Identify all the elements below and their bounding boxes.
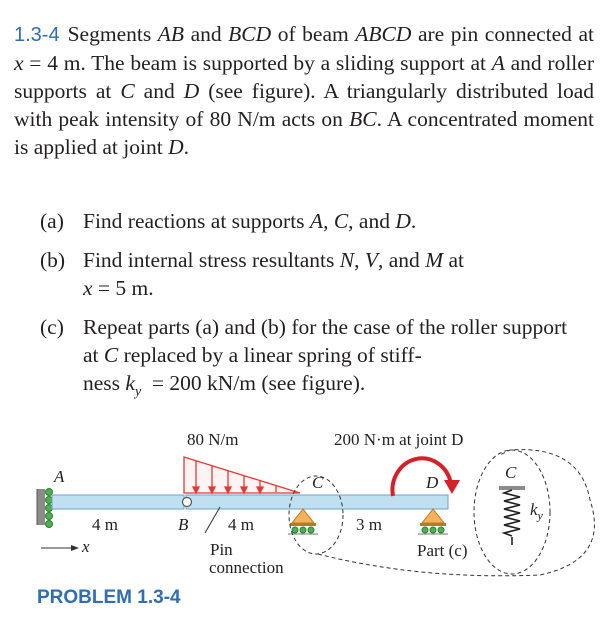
spring-support bbox=[499, 486, 525, 545]
load-label: 80 N/m bbox=[187, 430, 239, 449]
part-b-text: Find internal stress resultants N, V, and M at x = 5 m. bbox=[83, 248, 465, 300]
point-c-label: C bbox=[312, 473, 324, 492]
x-axis-label: x bbox=[82, 537, 90, 556]
roller-support-d bbox=[418, 509, 448, 534]
spring-k-label: $k_y$ bbox=[530, 500, 543, 523]
beam-bcd bbox=[186, 495, 448, 509]
point-d-label: D bbox=[426, 473, 439, 492]
dim-ab-label: 4 m bbox=[92, 515, 118, 534]
distributed-load bbox=[184, 457, 300, 493]
x-axis-arrow bbox=[41, 545, 79, 551]
dim-bc-label: 4 m bbox=[228, 515, 254, 534]
part-c-label: (c) bbox=[40, 315, 64, 339]
dim-cd-label: 3 m bbox=[356, 515, 382, 534]
figure-caption: PROBLEM 1.3-4 bbox=[37, 587, 181, 608]
pin-connection-b bbox=[183, 498, 192, 507]
beam-ab bbox=[52, 495, 184, 509]
point-a-label: A bbox=[54, 467, 65, 486]
point-b-label: B bbox=[178, 515, 189, 534]
part-a-text: Find reactions at supports A, C, and D. bbox=[83, 209, 417, 233]
part-c-text: Repeat parts (a) and (b) for the case of the roller support at C replaced by a linear spring of stiff- ness $k_y = 200$ kN/m (see figure). bbox=[83, 315, 568, 400]
roller-support-c bbox=[288, 509, 318, 534]
part-b-label: (b) bbox=[40, 248, 66, 272]
part-c-figure-label: Part (c) bbox=[417, 541, 468, 560]
sliding-support-a bbox=[37, 489, 53, 528]
connection-label: connection bbox=[209, 558, 284, 577]
spring-c-label: C bbox=[505, 463, 517, 482]
pin-label: Pin bbox=[210, 540, 233, 559]
problem-number: 1.3-4 bbox=[14, 24, 60, 46]
part-a-label: (a) bbox=[40, 209, 64, 233]
pin-leader bbox=[205, 507, 220, 533]
problem-paragraph: 1.3-4 Segments AB and BCD of beam ABCD are pin connected at x = 4 m. The beam is supported by a sliding support at A and roller supports at C and D (see figure). A triangularly distributed load with peak intensity of 80 N/m acts on BC. A concentrated moment is applied at joint D. bbox=[14, 22, 595, 159]
moment-label: 200 N·m at joint D bbox=[334, 430, 464, 449]
